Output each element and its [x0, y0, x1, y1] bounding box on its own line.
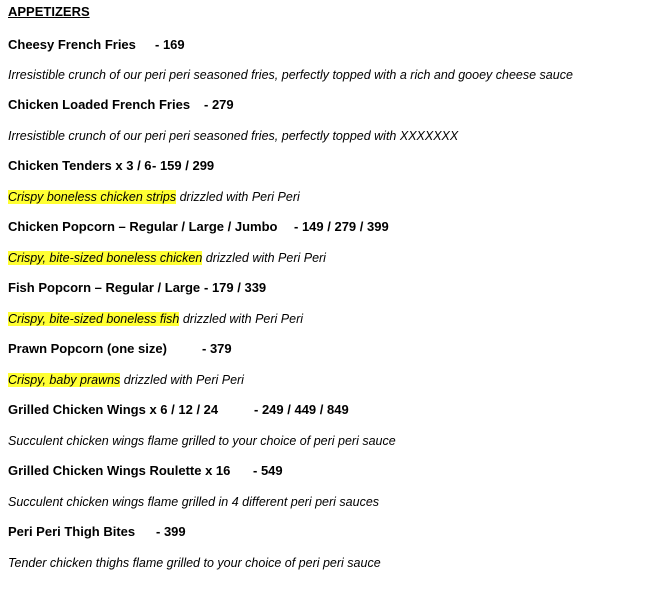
item-name: Cheesy French Fries: [8, 37, 136, 52]
item-price: - 549: [253, 463, 283, 478]
description-highlight: Crispy, baby prawns: [8, 373, 121, 387]
item-price: - 169: [155, 37, 185, 52]
item-name: Chicken Popcorn – Regular / Large / Jumbo: [8, 219, 278, 234]
item-name: Prawn Popcorn (one size): [8, 341, 167, 356]
menu-item-name-row: [8, 401, 648, 419]
description-text: drizzled with Peri Peri: [179, 312, 304, 326]
menu-item-name-row: [8, 279, 648, 297]
item-price: - 179 / 339: [204, 280, 267, 295]
item-description: [8, 554, 381, 572]
item-description: [8, 432, 396, 450]
item-name: Grilled Chicken Wings x 6 / 12 / 24: [8, 402, 219, 417]
item-price: - 379: [202, 341, 232, 356]
description-text: Succulent chicken wings flame grilled in 4 different peri peri sauces: [8, 495, 380, 509]
menu-item-name-row: [8, 340, 648, 358]
item-name: Fish Popcorn – Regular / Large: [8, 280, 201, 295]
item-description: [8, 310, 303, 328]
item-price: - 249 / 449 / 849: [254, 402, 349, 417]
description-highlight: Crispy, bite-sized boneless chicken: [8, 251, 203, 265]
item-name: Grilled Chicken Wings Roulette x 16: [8, 463, 231, 478]
item-price: - 159 / 299: [152, 158, 215, 173]
description-text: drizzled with Peri Peri: [176, 190, 300, 204]
menu-item-name-row: [8, 96, 648, 114]
description-text: drizzled with Peri Peri: [202, 251, 326, 265]
item-price: - 399: [156, 524, 186, 539]
description-text: Irresistible crunch of our peri peri seasoned fries, perfectly topped with XXXXXXX: [8, 129, 459, 143]
item-price: - 279: [204, 97, 234, 112]
item-name: Chicken Tenders x 3 / 6: [8, 158, 152, 173]
item-description: [8, 493, 379, 511]
description-text: Irresistible crunch of our peri peri seasoned fries, perfectly topped with a rich and gooey cheese sauce: [8, 68, 573, 82]
description-highlight: Crispy, bite-sized boneless fish: [8, 312, 180, 326]
item-name: Peri Peri Thigh Bites: [8, 524, 136, 539]
description-text: Succulent chicken wings flame grilled to your choice of peri peri sauce: [8, 434, 396, 448]
menu-item-name-row: [8, 218, 648, 236]
menu-item-name-row: [8, 157, 648, 175]
menu-item-name-row: [8, 523, 648, 541]
item-name: Chicken Loaded French Fries: [8, 97, 191, 112]
item-price: - 149 / 279 / 399: [294, 219, 389, 234]
description-text: drizzled with Peri Peri: [120, 373, 244, 387]
item-description: [8, 127, 458, 145]
item-description: [8, 371, 244, 389]
menu-item-name-row: [8, 462, 648, 480]
menu-item-name-row: [8, 36, 648, 54]
description-highlight: Crispy boneless chicken strips: [8, 190, 177, 204]
section-title: APPETIZERS: [8, 4, 90, 19]
item-description: [8, 249, 326, 267]
item-description: [8, 188, 300, 206]
description-text: Tender chicken thighs flame grilled to your choice of peri peri sauce: [8, 556, 381, 570]
item-description: [8, 66, 573, 84]
